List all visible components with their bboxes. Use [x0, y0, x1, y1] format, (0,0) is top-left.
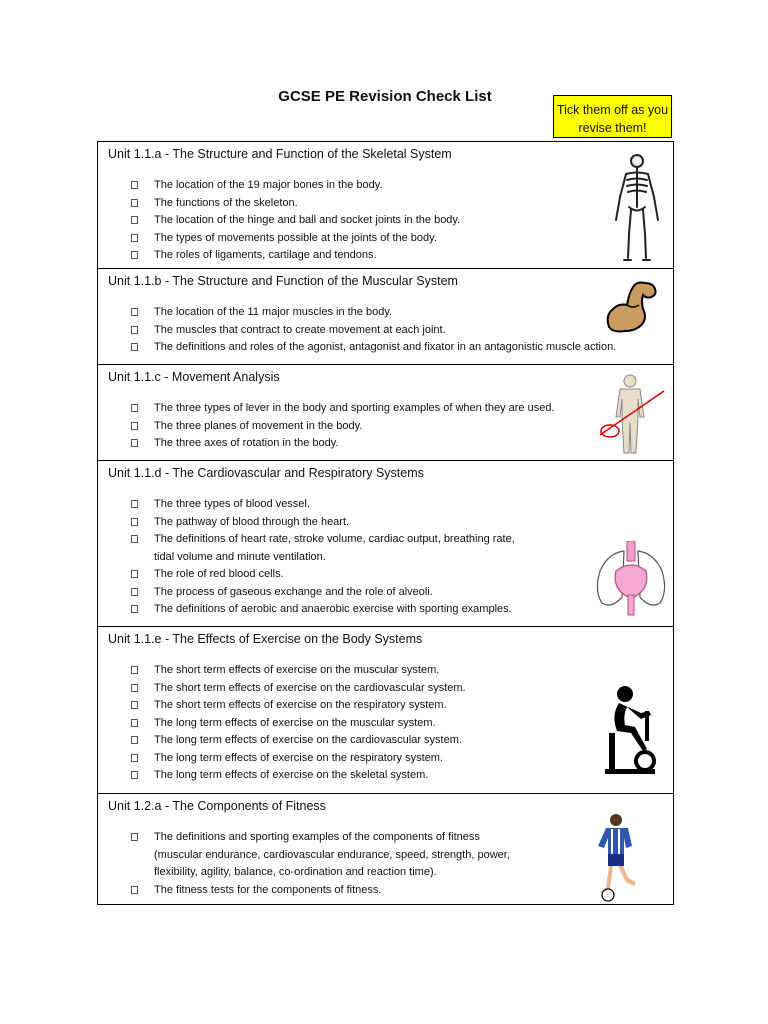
checklist-item: [98, 680, 466, 698]
checklist-item-text: The functions of the skeleton.: [154, 196, 298, 209]
checklist-item-text: The muscles that contract to create movement at each joint.: [154, 323, 446, 336]
checkbox[interactable]: [131, 570, 138, 578]
checklist-item-text: The location of the hinge and ball and socket joints in the body.: [154, 214, 461, 226]
checklist-item-text: The long term effects of exercise on the respiratory system.: [154, 751, 443, 764]
checklist: [98, 496, 515, 619]
checklist-item: [98, 322, 616, 340]
checklist: [98, 177, 460, 265]
checklist-item-text: The short term effects of exercise on the respiratory system.: [154, 699, 447, 711]
checklist-item: [98, 400, 555, 418]
section-title: Unit 1.2.a - The Components of Fitness: [108, 799, 326, 813]
checklist-item-text: The definitions and sporting examples of the components of fitness: [154, 831, 480, 843]
checklist-item-text: The definitions and roles of the agonist, antagonist and fixator in an antagonistic muscle action.: [154, 341, 617, 353]
checklist-item: [98, 304, 616, 322]
checklist-item-text: The definitions of heart rate, stroke volume, cardiac output, breathing rate,: [154, 533, 515, 545]
checkbox[interactable]: [131, 588, 138, 596]
section-title: Unit 1.1.d - The Cardiovascular and Respiratory Systems: [108, 466, 424, 480]
tick-note: Tick them off as you revise them!: [553, 95, 672, 138]
checkbox[interactable]: [131, 216, 138, 224]
checklist-item-text: The process of gaseous exchange and the role of alveoli.: [154, 585, 433, 598]
checklist-item-text: The three planes of movement in the body.: [154, 419, 363, 432]
checkbox[interactable]: [131, 326, 138, 334]
checklist-item: [98, 230, 460, 248]
checkbox[interactable]: [131, 605, 138, 613]
checkbox[interactable]: [131, 701, 138, 709]
checkbox[interactable]: [131, 771, 138, 779]
checkbox[interactable]: [131, 500, 138, 508]
checklist-item-text: The three types of lever in the body and sporting examples of when they are used.: [154, 402, 555, 414]
checklist-item-text: The definitions of aerobic and anaerobic exercise with sporting examples.: [154, 603, 512, 615]
section-title: Unit 1.1.b - The Structure and Function of the Muscular System: [108, 274, 458, 288]
checklist-item: [98, 177, 460, 195]
checklist: [98, 829, 510, 899]
checkbox[interactable]: [131, 535, 138, 543]
section-title: Unit 1.1.e - The Effects of Exercise on the Body Systems: [108, 632, 423, 646]
checklist-item-text: The three axes of rotation in the body.: [154, 437, 339, 449]
checkbox[interactable]: [131, 439, 138, 447]
checklist-item-text: The fitness tests for the components of fitness.: [154, 883, 382, 896]
checklist-item: [98, 418, 555, 436]
checklist-item-text: The pathway of blood through the heart.: [154, 515, 350, 528]
checklist-item-text: flexibility, agility, balance, co-ordination and reaction time).: [154, 866, 437, 878]
checklist-item: [98, 601, 515, 619]
exercise-bike-icon: [601, 685, 659, 781]
checklist-item: [98, 339, 616, 357]
checkbox[interactable]: [131, 754, 138, 762]
checkbox[interactable]: [131, 199, 138, 207]
checklist-item: [98, 697, 466, 715]
checklist-item: [98, 767, 466, 785]
checkbox[interactable]: [131, 343, 138, 351]
section-muscular-system: [97, 268, 674, 365]
checklist-item-text: The types of movements possible at the joints of the body.: [154, 231, 437, 244]
checklist-item-text: The three types of blood vessel.: [154, 498, 310, 510]
skeleton-icon: [612, 152, 662, 264]
checklist-item: [98, 566, 515, 584]
checklist-item: [98, 584, 515, 602]
checklist-item-text: The role of red blood cells.: [154, 568, 284, 580]
checkbox[interactable]: [131, 181, 138, 189]
checklist-item: [98, 732, 466, 750]
checklist-item: [98, 662, 466, 680]
checklist-item-text: (muscular endurance, cardiovascular endurance, speed, strength, power,: [154, 848, 510, 861]
checkbox[interactable]: [131, 833, 138, 841]
checkbox[interactable]: [131, 518, 138, 526]
checklist-item-text: The long term effects of exercise on the cardiovascular system.: [154, 734, 462, 746]
checklist-item: [98, 435, 555, 453]
section-skeletal-system: [97, 141, 674, 269]
checkbox[interactable]: [131, 422, 138, 430]
section-cardio-respiratory: [97, 460, 674, 627]
checklist-item: [98, 882, 510, 900]
checkbox[interactable]: [131, 251, 138, 259]
checklist-item-text: The short term effects of exercise on the cardiovascular system.: [154, 681, 466, 694]
checklist-item: [98, 829, 510, 882]
checklist: [98, 400, 555, 453]
checklist-item: [98, 195, 460, 213]
checklist-item-text: The location of the 11 major muscles in the body.: [154, 306, 393, 318]
checklist-item: [98, 514, 515, 532]
body-planes-icon: [592, 373, 666, 457]
section-effects-of-exercise: [97, 626, 674, 794]
checklist-item: [98, 531, 515, 566]
checklist-item: [98, 496, 515, 514]
flexed-arm-icon: [603, 279, 663, 335]
section-movement-analysis: [97, 364, 674, 461]
checklist-item: [98, 715, 466, 733]
section-title: Unit 1.1.c - Movement Analysis: [108, 370, 280, 384]
checkbox[interactable]: [131, 684, 138, 692]
checkbox[interactable]: [131, 666, 138, 674]
checklist-item: [98, 750, 466, 768]
checklist-item-text: The long term effects of exercise on the skeletal system.: [154, 769, 429, 781]
checkbox[interactable]: [131, 886, 138, 894]
checklist-item-text: The long term effects of exercise on the muscular system.: [154, 716, 436, 729]
checkbox[interactable]: [131, 404, 138, 412]
checkbox[interactable]: [131, 308, 138, 316]
checklist-item-text: The roles of ligaments, cartilage and tendons.: [154, 249, 377, 261]
checkbox[interactable]: [131, 719, 138, 727]
checkbox[interactable]: [131, 736, 138, 744]
section-title: Unit 1.1.a - The Structure and Function of the Skeletal System: [108, 147, 452, 161]
checklist-item-text: tidal volume and minute ventilation.: [154, 550, 326, 563]
checklist: [98, 304, 616, 357]
checklist-item: [98, 247, 460, 265]
page-title: GCSE PE Revision Check List: [278, 88, 492, 105]
checklist-item-text: The short term effects of exercise on the muscular system.: [154, 664, 440, 676]
checkbox[interactable]: [131, 234, 138, 242]
checklist-item-text: The location of the 19 major bones in the body.: [154, 179, 383, 191]
heart-lungs-icon: [594, 541, 668, 617]
section-components-of-fitness: [97, 793, 674, 905]
checklist-item: [98, 212, 460, 230]
footballer-icon: [596, 812, 640, 902]
checklist: [98, 662, 466, 785]
